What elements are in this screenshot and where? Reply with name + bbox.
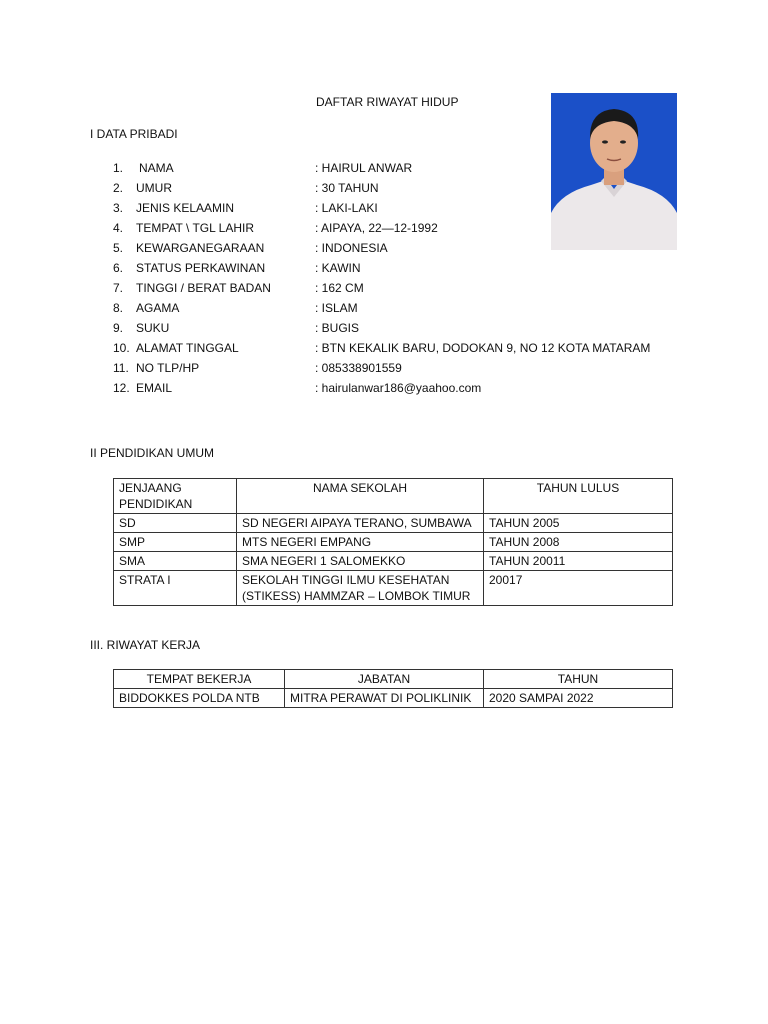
item-value: : AIPAYA, 22—12-1992 [315,221,438,235]
table-cell: BIDDOKKES POLDA NTB [114,689,285,708]
profile-photo [551,93,677,250]
item-value: : BTN KEKALIK BARU, DODOKAN 9, NO 12 KOTA MATARAM [315,341,651,355]
table-cell: TAHUN 2005 [484,514,673,533]
item-number: 4. [113,221,124,235]
item-number: 11. [113,361,129,375]
column-header: JENJAANG PENDIDIKAN [114,479,237,514]
item-value: : KAWIN [315,261,361,275]
table-cell: SMA NEGERI 1 SALOMEKKO [237,552,484,571]
table-header-row [114,479,673,514]
item-label: STATUS PERKAWINAN [136,261,266,275]
item-number: 2. [113,181,124,195]
table-row [114,533,673,552]
table-row [114,689,673,708]
table-row [114,514,673,533]
column-header: JABATAN [285,670,484,689]
section-data-pribadi-heading: I DATA PRIBADI [90,127,178,141]
item-number: 10. [113,341,130,355]
table-cell: SEKOLAH TINGGI ILMU KESEHATAN (STIKESS) HAMMZAR – LOMBOK TIMUR [237,571,484,606]
item-label: UMUR [136,181,172,195]
table-cell: 2020 SAMPAI 2022 [484,689,673,708]
item-label: ALAMAT TINGGAL [136,341,239,355]
item-label: NAMA [139,161,174,175]
item-value: : 085338901559 [315,361,402,375]
item-number: 6. [113,261,124,275]
table-row [114,552,673,571]
item-number: 1. [113,161,124,175]
item-label: TINGGI / BERAT BADAN [136,281,271,295]
item-value: : 30 TAHUN [315,181,379,195]
table-cell: SMA [114,552,237,571]
item-label: AGAMA [136,301,180,315]
table-cell: MITRA PERAWAT DI POLIKLINIK [285,689,484,708]
person-photo-icon [551,93,677,250]
education-table [113,478,673,606]
column-header: TAHUN LULUS [484,479,673,514]
item-value: : hairulanwar186@yaahoo.com [315,381,482,395]
work-history-table [113,669,673,708]
column-header: NAMA SEKOLAH [237,479,484,514]
item-value: : ISLAM [315,301,358,315]
item-number: 3. [113,201,124,215]
table-cell: TAHUN 2008 [484,533,673,552]
item-label: JENIS KELAAMIN [136,201,235,215]
section-pendidikan-heading: II PENDIDIKAN UMUM [90,446,215,460]
column-header: TAHUN [484,670,673,689]
table-cell: 20017 [484,571,673,606]
item-value: : 162 CM [315,281,364,295]
item-number: 7. [113,281,124,295]
item-number: 12. [113,381,130,395]
table-cell: STRATA I [114,571,237,606]
table-cell: SMP [114,533,237,552]
item-label: SUKU [136,321,170,335]
table-row [114,571,673,606]
item-value: : HAIRUL ANWAR [315,161,413,175]
table-cell: SD [114,514,237,533]
item-value: : INDONESIA [315,241,388,255]
table-cell: SD NEGERI AIPAYA TERANO, SUMBAWA [237,514,484,533]
item-number: 9. [113,321,124,335]
column-header: TEMPAT BEKERJA [114,670,285,689]
table-header-row [114,670,673,689]
item-value: : LAKI-LAKI [315,201,378,215]
item-number: 5. [113,241,124,255]
item-value: : BUGIS [315,321,360,335]
item-number: 8. [113,301,124,315]
section-riwayat-kerja-heading: III. RIWAYAT KERJA [90,638,201,652]
item-label: TEMPAT \ TGL LAHIR [136,221,255,235]
item-label: NO TLP/HP [136,361,200,375]
table-cell: TAHUN 20011 [484,552,673,571]
item-label: EMAIL [136,381,173,395]
table-cell: MTS NEGERI EMPANG [237,533,484,552]
document-title: DAFTAR RIWAYAT HIDUP [316,95,459,109]
item-label: KEWARGANEGARAAN [136,241,265,255]
